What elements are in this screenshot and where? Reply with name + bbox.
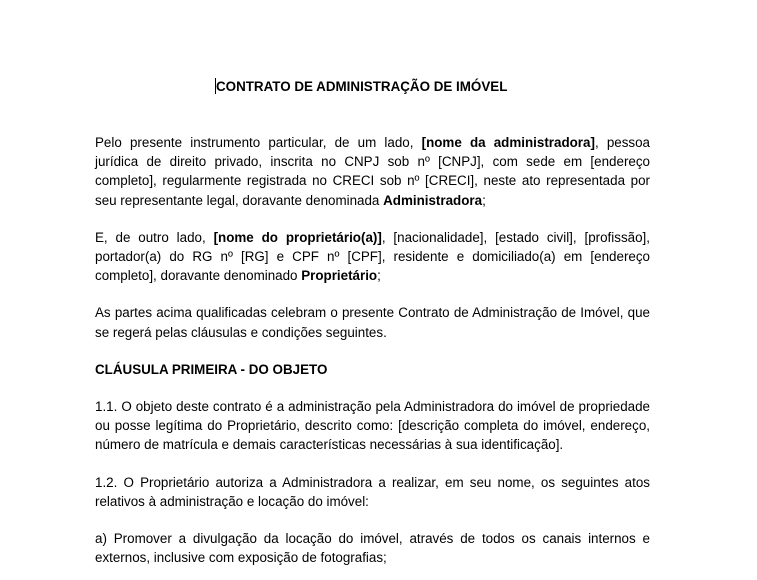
paragraph-agreement: As partes acima qualificadas celebram o presente Contrato de Administração de Imóvel, que se regerá pelas cláusulas e condições seguintes. [95, 305, 650, 340]
paragraph-text: , [nacionalidade], [estado civil], [profissão], portador(a) do RG nº [RG] e CPF nº [CPF], residente e domiciliado(a) em [endereço completo], doravante denominado [95, 229, 650, 284]
paragraph-text: , pessoa jurídica de direito privado, inscrita no CNPJ sob nº [CNPJ], com sede em [endereço completo], regularmente registrada no CRECI sob nº [CRECI], neste ato representada por seu representante legal, doravante denominada [95, 135, 650, 208]
paragraph-text: ; [377, 268, 381, 284]
owner-term: Proprietário [301, 268, 378, 284]
owner-name-placeholder: [nome do proprietário(a)] [213, 229, 382, 245]
document-body[interactable] [95, 133, 650, 580]
paragraph-clause-1-1: 1.1. O objeto deste contrato é a administração pela Administradora do imóvel de propriedade ou posse legítima do Proprietário, descrito como: [descrição completa do imóvel, endereço, número de matrícula e demais características necessárias à sua identificação]. [95, 399, 650, 453]
administrator-name-placeholder: [nome da administradora] [421, 135, 595, 150]
paragraph-parties-administrator [95, 133, 650, 210]
paragraph-text: Pelo presente instrumento particular, de um lado, [95, 135, 422, 150]
paragraph-item-a: a) Promover a divulgação da locação do imóvel, através de todos os canais internos e externos, inclusive com exposição de fotografias; [95, 531, 650, 566]
administrator-term: Administradora [383, 192, 483, 208]
paragraph-clause-1-2: 1.2. O Proprietário autoriza a Administradora a realizar, em seu nome, os seguintes atos relativos à administração e locação do imóvel: [95, 474, 650, 509]
paragraph-text: E, de outro lado, [95, 229, 214, 245]
clause-heading: CLÁUSULA PRIMEIRA - DO OBJETO [95, 361, 328, 377]
document-title-line [215, 78, 507, 95]
paragraph-text: ; [482, 192, 486, 208]
paragraph-parties-owner [95, 228, 650, 286]
document-title[interactable]: CONTRATO DE ADMINISTRAÇÃO DE IMÓVEL [216, 79, 508, 94]
